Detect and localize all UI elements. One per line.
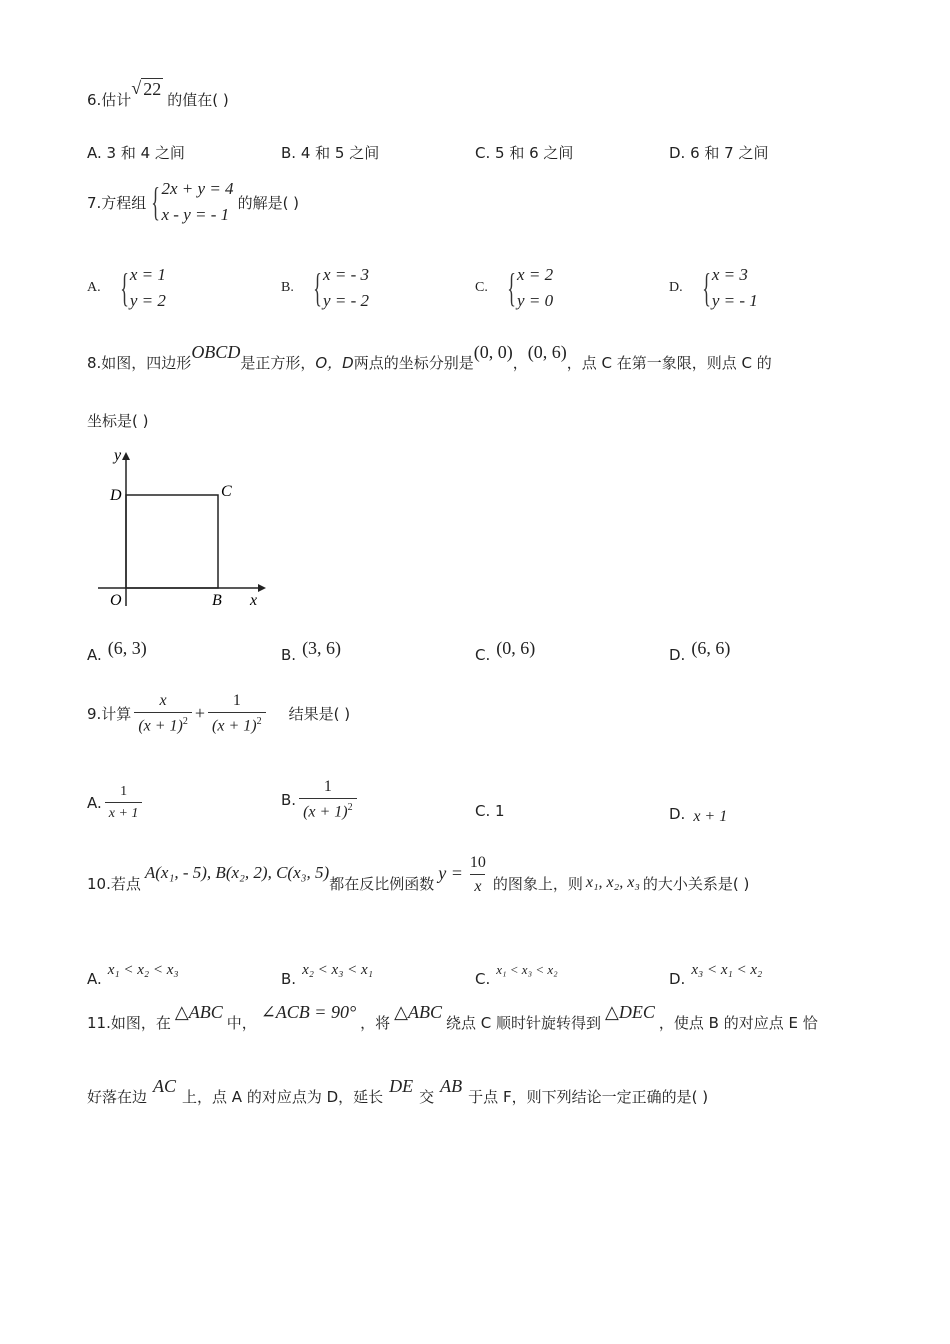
label-c: C xyxy=(221,483,232,500)
q8-option-b[interactable]: B. (3, 6) xyxy=(281,637,342,664)
q6-option-a[interactable]: A. 3 和 4 之间 xyxy=(87,144,185,162)
q9-option-d[interactable]: D. x + 1 xyxy=(669,805,728,825)
q6-tail: 的值在( ) xyxy=(167,90,229,109)
q6-option-b[interactable]: B. 4 和 5 之间 xyxy=(281,144,380,162)
inverse-fraction: $\frac{10}{x}$ xyxy=(469,854,486,895)
q8-line2: 坐标是( ) xyxy=(87,412,149,430)
question-11-line2: 好落在边 AC 上，点 A 的对应点为 D，延长 DE 交 AB 于点 F，则下列结论一定正确的是( ) xyxy=(87,1076,709,1106)
sqrt-expression: √ 22 xyxy=(131,78,162,99)
q9-option-b[interactable]: B. $\frac{1}{(x + 1)^2}$ xyxy=(281,778,360,821)
q8-option-c[interactable]: C. (0, 6) xyxy=(475,637,536,664)
q9-option-a[interactable]: A. $\frac{1}{x + 1}$ xyxy=(87,784,145,822)
q7-option-c[interactable]: C. { x = 2 y = 0 xyxy=(475,265,554,310)
question-6 xyxy=(87,78,229,110)
shape-name: OBCD xyxy=(191,342,241,362)
points-expression: A(x₁, - 5), B(x₂, 2), C(x₃, 5) xyxy=(144,863,330,882)
q7-option-d[interactable]: D. { x = 3 y = - 1 xyxy=(669,265,758,310)
q10-option-a[interactable]: A. x₁ < x₂ < x₃ xyxy=(87,961,179,988)
equation-system: { 2x + y = 4 x - y = - 1 xyxy=(151,179,234,224)
q8-option-a[interactable]: A. (6, 3) xyxy=(87,637,147,664)
question-10: 10.若点 A(x₁, - 5), B(x₂, 2), C(x₃, 5) 都在反比例函数 y = $\frac{10}{x}$ 的图象上，则 x₁, x₂, x₃ 的大小关系是( ) xyxy=(87,854,750,895)
q7-option-b[interactable]: B. { x = - 3 y = - 2 xyxy=(281,265,369,310)
coord-o: (0, 0) xyxy=(473,342,513,362)
label-b: B xyxy=(212,592,222,609)
label-y: y xyxy=(114,447,122,464)
q10-option-d[interactable]: D. x₃ < x₁ < x₂ xyxy=(669,961,763,988)
q10-option-b[interactable]: B. x₂ < x₃ < x₁ xyxy=(281,961,373,988)
q7-option-a[interactable]: A. { x = 1 y = 2 xyxy=(87,265,166,310)
q7-tail: 的解是( ) xyxy=(237,193,300,212)
q6-option-d[interactable]: D. 6 和 7 之间 xyxy=(669,144,769,162)
question-11: 11.如图，在 △ABC 中， ∠ACB = 90° ，将 △ABC 绕点 C 顺时针旋转得到 △DEC ，使点 B 的对应点 E 恰 xyxy=(87,1002,818,1032)
question-7 xyxy=(87,176,299,228)
square-figure xyxy=(90,446,270,616)
q9-option-c[interactable]: C. 1 xyxy=(475,802,505,820)
q10-option-c[interactable]: C. x₁ < x₃ < x₂ xyxy=(475,962,558,988)
fraction-2: $\frac{1}{(x + 1)^2}$ xyxy=(208,692,266,735)
question-8: 8.如图，四边形 OBCD 是正方形， O，D 两点的坐标分别是 (0, 0) ， (0, 6) ，点 C 在第一象限，则点 C 的 xyxy=(87,342,772,372)
q8-option-d[interactable]: D. (6, 6) xyxy=(669,637,731,664)
question-9: 9.计算 $\frac{x}{(x + 1)^2}$ + $\frac{1}{(x + 1)^2}$ 结果是( ) xyxy=(87,692,351,735)
q6-stem: 6.估计 xyxy=(87,90,132,109)
label-o: O xyxy=(110,592,122,609)
q7-stem: 7.方程组 xyxy=(87,193,147,212)
fraction-1: $\frac{x}{(x + 1)^2}$ xyxy=(134,692,192,735)
label-x: x xyxy=(250,592,258,609)
q6-option-c[interactable]: C. 5 和 6 之间 xyxy=(475,144,574,162)
coord-d: (0, 6) xyxy=(527,342,567,362)
label-d: D xyxy=(110,487,122,504)
